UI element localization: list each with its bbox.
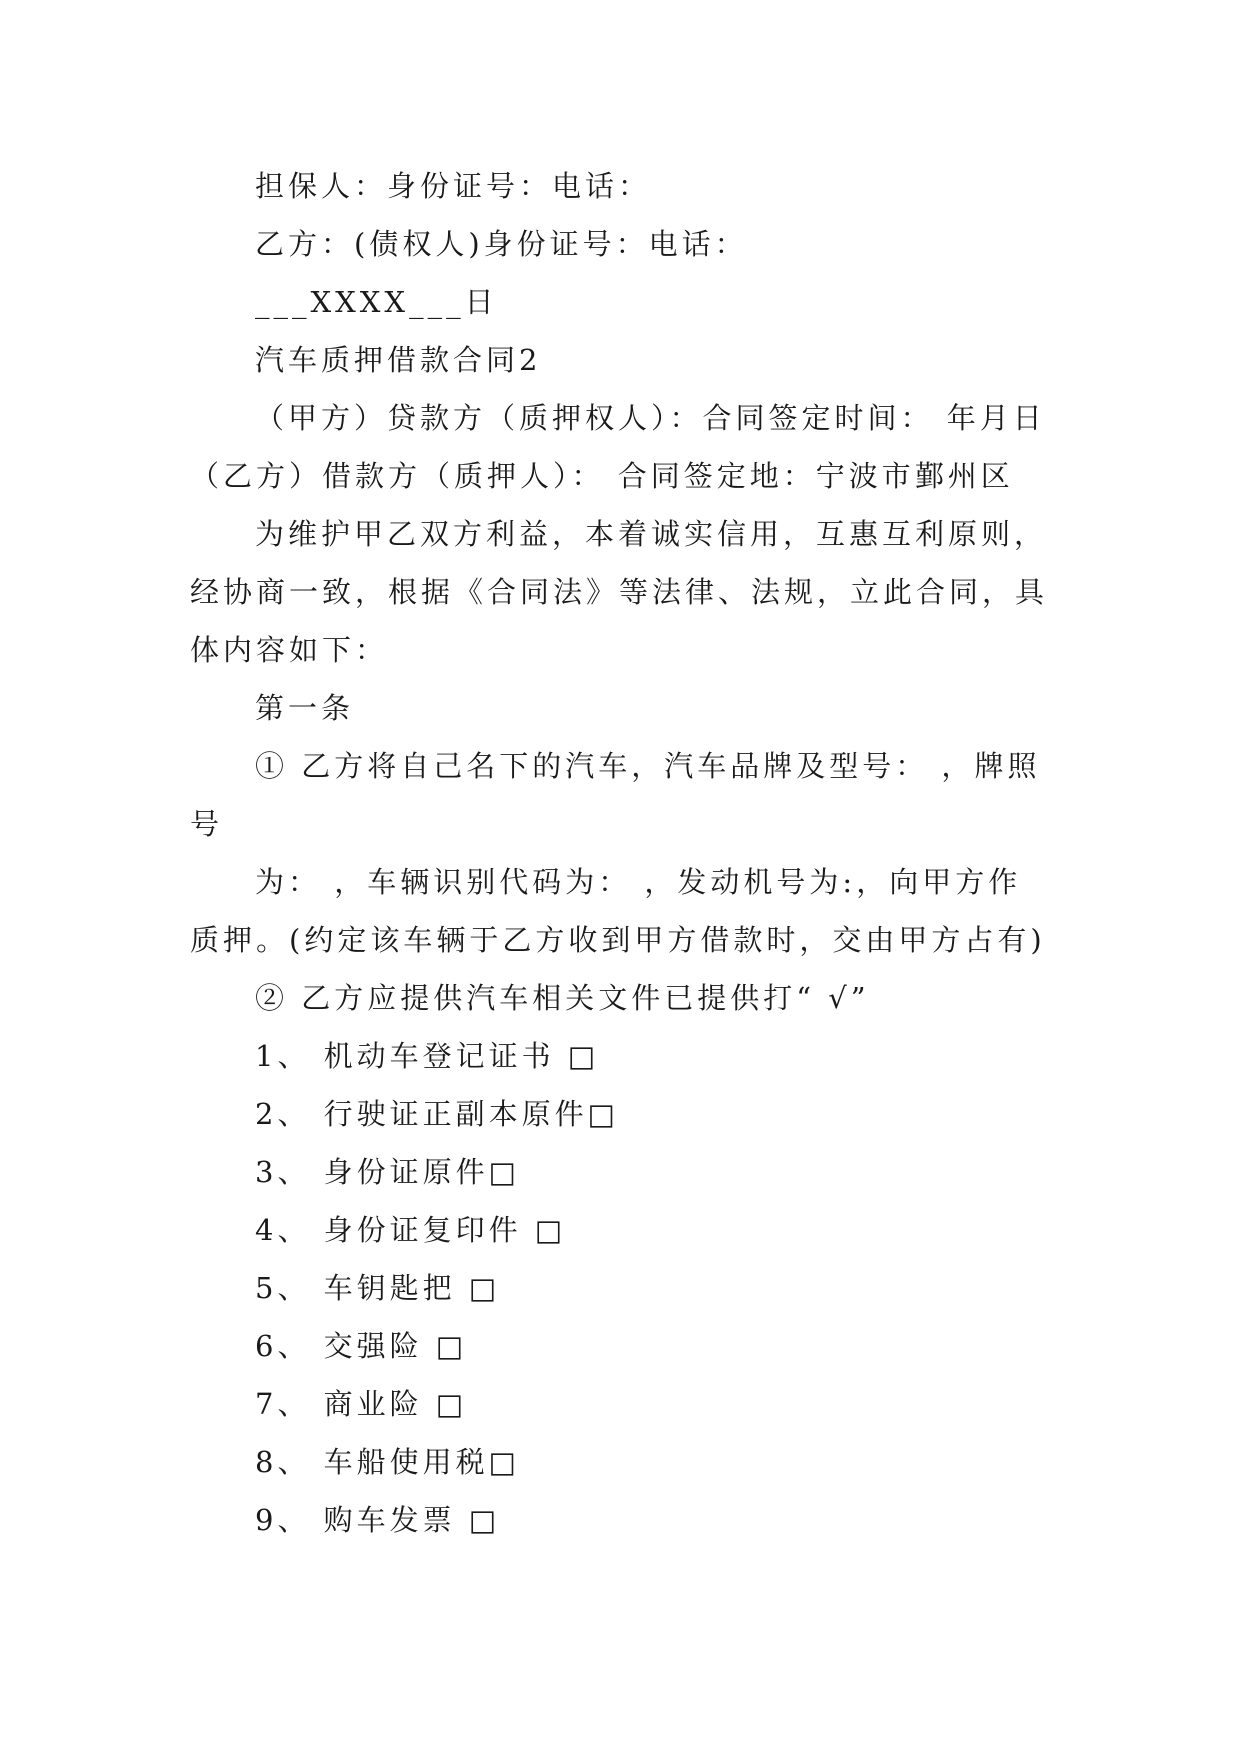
checklist-item: 2、 行驶证正副本原件□ [255,1097,620,1131]
date-line: ___XXXX___日 [255,285,498,319]
checklist-item: 7、 商业险 □ [255,1387,468,1421]
article-heading: 第一条 [255,691,355,725]
guarantor-line: 担保人：身份证号：电话： [255,169,652,203]
preamble-line-3: 体内容如下： [190,633,389,667]
clause-1-line-4: 质押。(约定该车辆于乙方收到甲方借款时，交由甲方占有) [190,923,1046,957]
clause-1-line-3: 为： ，车辆识别代码为： ，发动机号为:，向甲方作 [255,865,1022,899]
clause-1-line-2: 号 [190,807,224,841]
checklist-item: 5、 车钥匙把 □ [255,1271,501,1305]
contract-title: 汽车质押借款合同2 [255,343,542,377]
checklist-item: 1、 机动车登记证书 □ [255,1039,600,1073]
checklist-item: 6、 交强险 □ [255,1329,468,1363]
checklist-item: 9、 购车发票 □ [255,1503,501,1537]
lender-line: （甲方）贷款方（质押权人）：合同签定时间： 年月日 [255,401,1046,435]
preamble-line-2: 经协商一致，根据《合同法》等法律、法规，立此合同，具 [190,575,1049,609]
creditor-line: 乙方：(债权人)身份证号：电话： [255,227,748,261]
checklist-item: 4、 身份证复印件 □ [255,1213,567,1247]
checklist-item: 8、 车船使用税□ [255,1445,521,1479]
checklist-item: 3、 身份证原件□ [255,1155,521,1189]
clause-1-line-1: ① 乙方将自己名下的汽车，汽车品牌及型号： ，牌照 [255,749,1041,783]
preamble-line-1: 为维护甲乙双方利益，本着诚实信用，互惠互利原则， [255,517,1048,551]
borrower-line: （乙方）借款方（质押人）： 合同签定地：宁波市鄞州区 [190,459,1014,493]
clause-2-line: ② 乙方应提供汽车相关文件已提供打“ √” [255,981,870,1015]
